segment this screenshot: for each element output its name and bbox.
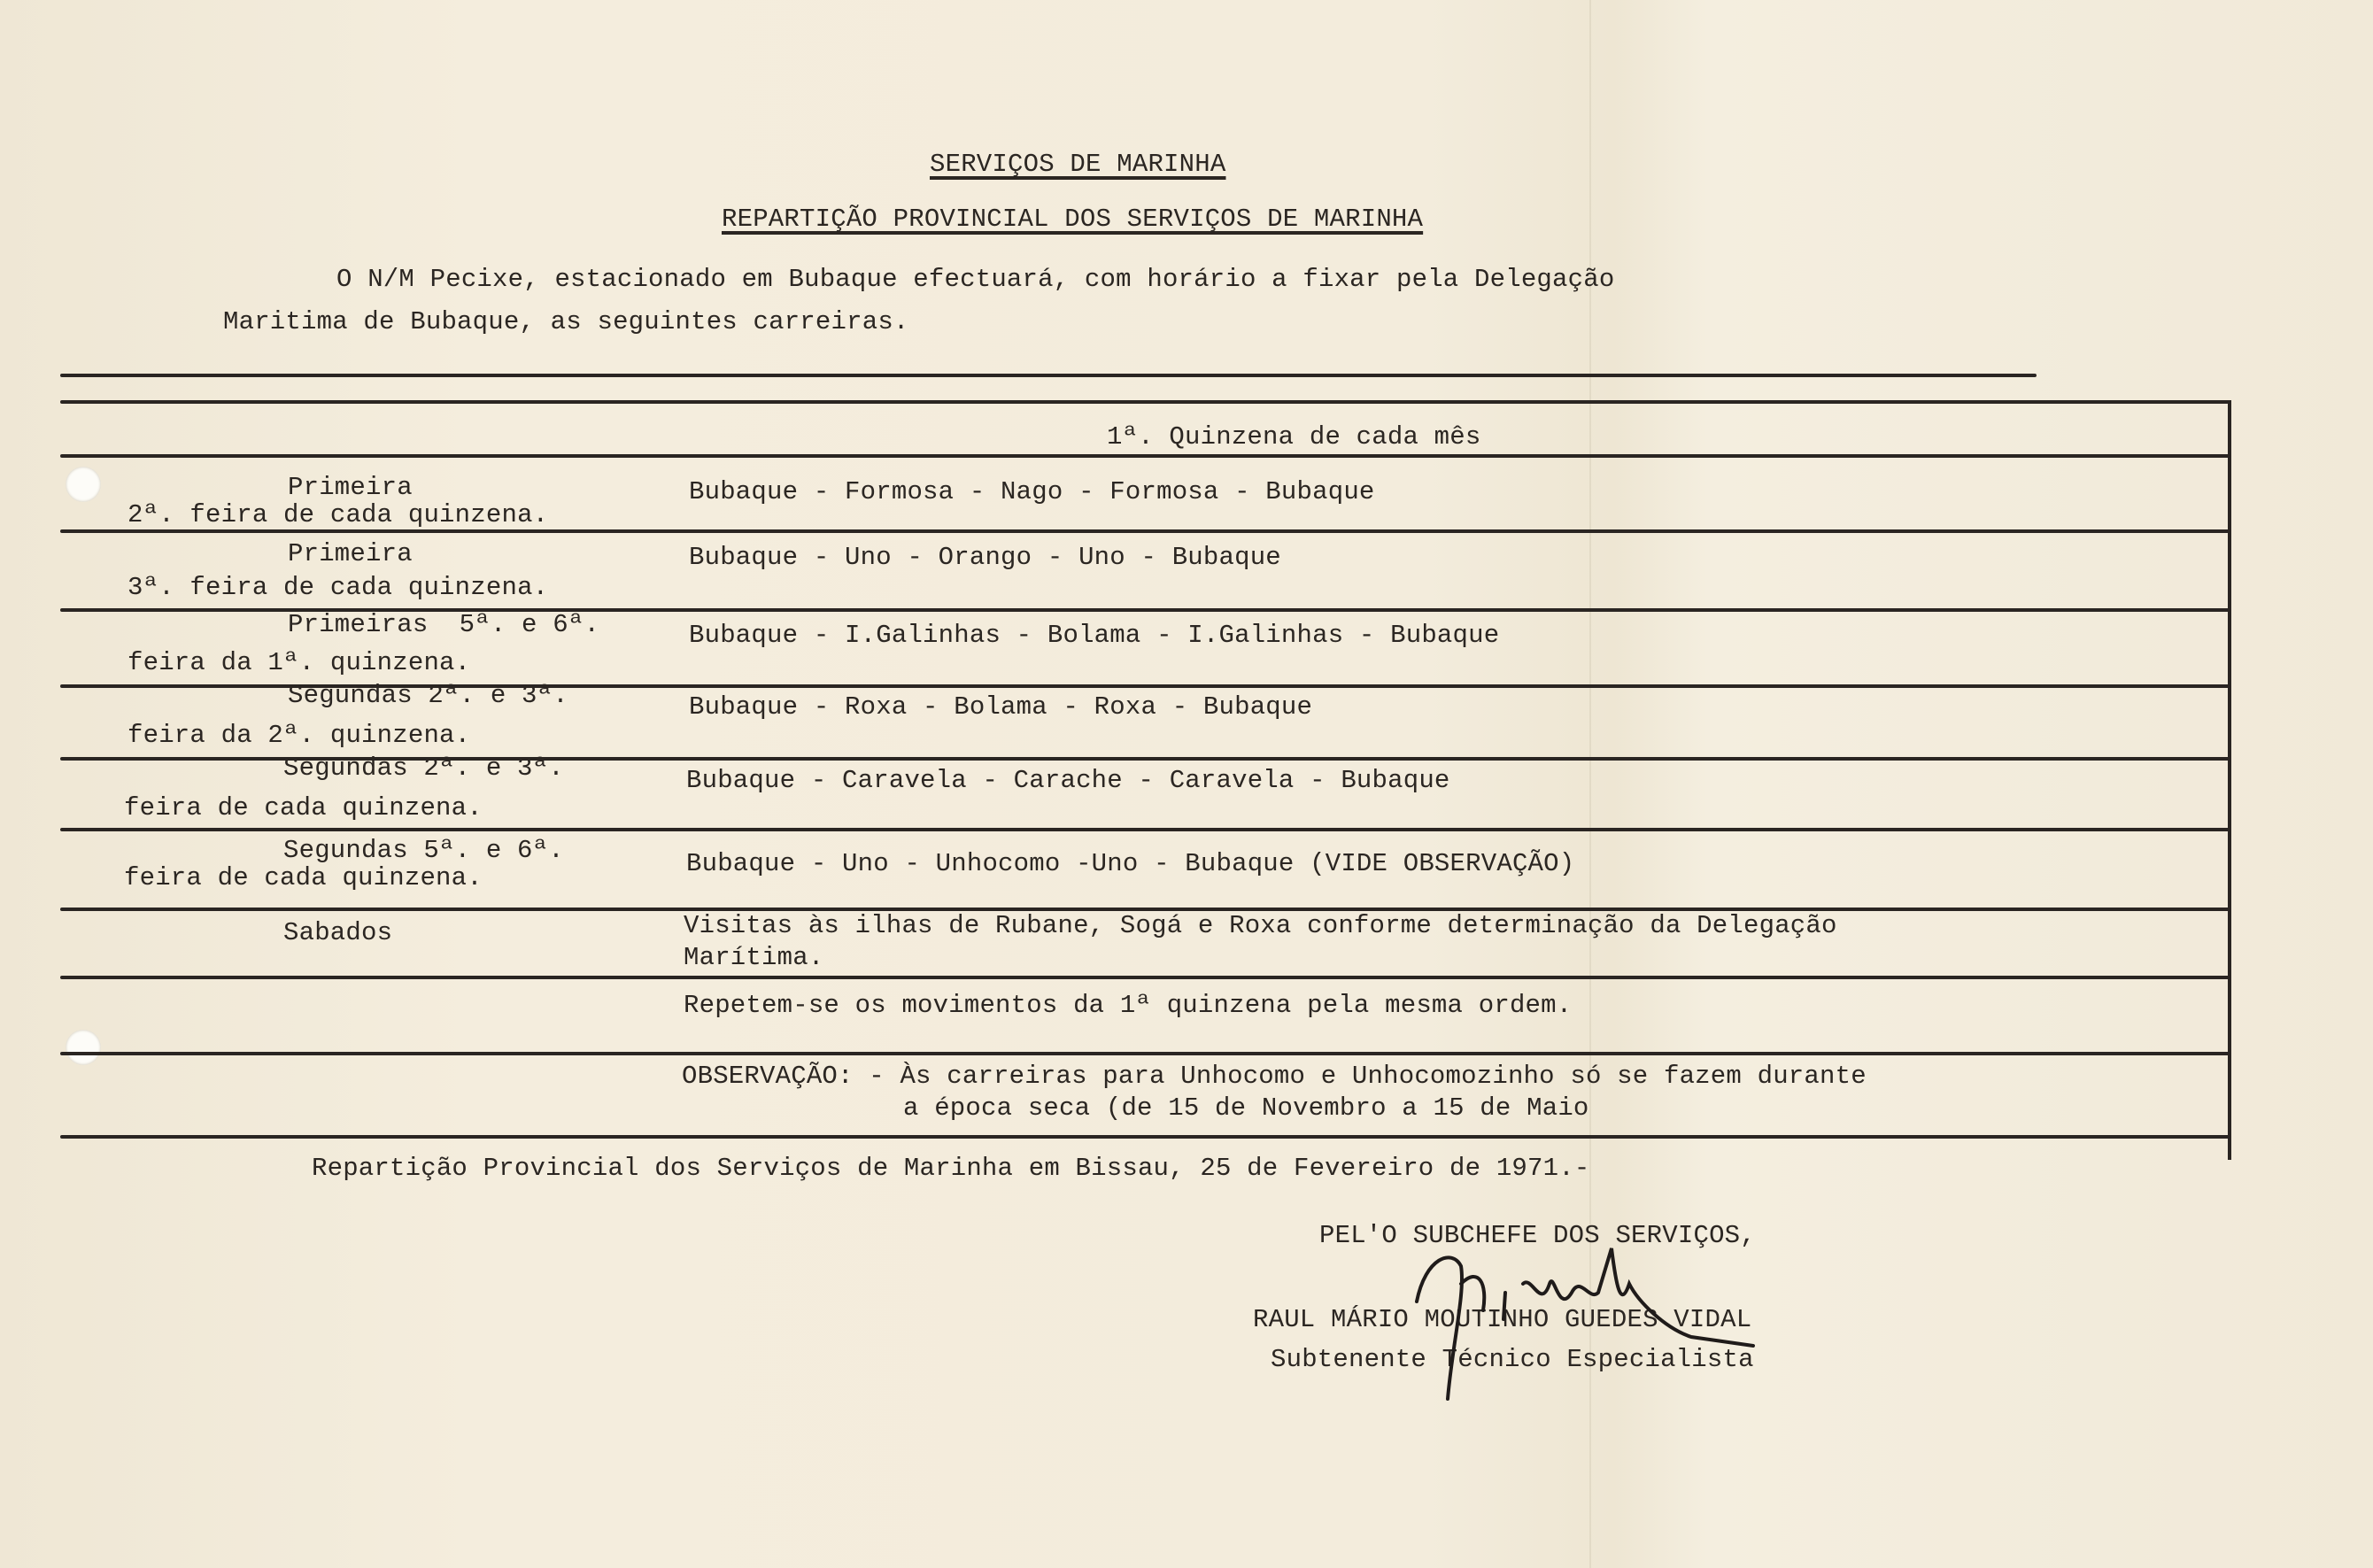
table-rule: [60, 454, 2231, 458]
table-rule: [60, 400, 2231, 404]
row-route: Bubaque - Caravela - Carache - Caravela - Bubaque: [686, 766, 1450, 795]
row-day: Primeira: [288, 473, 413, 502]
table-rule: [60, 976, 2231, 979]
punch-hole: [66, 1030, 101, 1065]
row-day: Segundas 5ª. e 6ª.: [283, 836, 564, 865]
row-route: Bubaque - Uno - Orango - Uno - Bubaque: [689, 543, 1281, 572]
row-day: Primeiras 5ª. e 6ª.: [288, 610, 600, 639]
row-day-detail: feira de cada quinzena.: [124, 793, 483, 823]
intro-line-1: O N/M Pecixe, estacionado em Bubaque efectuará, com horário a fixar pela Delegação: [336, 265, 1615, 294]
table-rule: [60, 374, 2037, 377]
row-route-continued: Marítima.: [684, 943, 824, 972]
signatory-rank: Subtenente Técnico Especialista: [1271, 1345, 1754, 1374]
row-route: Bubaque - Formosa - Nago - Formosa - Bubaque: [689, 477, 1375, 506]
handwritten-signature: [1399, 1231, 1771, 1408]
signatory-name: RAUL MÁRIO MOUTINHO GUEDES VIDAL: [1253, 1305, 1752, 1334]
observation-line-2: a época seca (de 15 de Novembro a 15 de Maio: [903, 1093, 1589, 1123]
table-border-right: [2228, 400, 2231, 1160]
row-day: Segundas 2ª. e 3ª.: [288, 681, 568, 710]
observation-line-1: OBSERVAÇÃO: - Às carreiras para Unhocomo e Unhocomozinho só se fazem durante: [682, 1062, 1867, 1091]
punch-hole: [66, 467, 101, 502]
row-day: Primeira: [288, 539, 413, 568]
table-rule: [60, 1052, 2231, 1055]
repeat-note: Repetem-se os movimentos da 1ª quinzena pela mesma ordem.: [684, 991, 1573, 1020]
row-route: Bubaque - I.Galinhas - Bolama - I.Galinhas - Bubaque: [689, 621, 1500, 650]
row-day-detail: feira da 2ª. quinzena.: [128, 721, 471, 750]
on-behalf-line: PEL'O SUBCHEFE DOS SERVIÇOS,: [1319, 1221, 1756, 1250]
table-rule: [60, 529, 2231, 533]
row-route: Bubaque - Uno - Unhocomo -Uno - Bubaque (VIDE OBSERVAÇÃO): [686, 849, 1575, 878]
place-date: Repartição Provincial dos Serviços de Marinha em Bissau, 25 de Fevereiro de 1971.-: [312, 1154, 1590, 1183]
row-day-detail: 2ª. feira de cada quinzena.: [128, 500, 549, 529]
row-day: Sabados: [283, 918, 393, 947]
document-subtitle: REPARTIÇÃO PROVINCIAL DOS SERVIÇOS DE MARINHA: [722, 205, 1424, 234]
row-day-detail: feira da 1ª. quinzena.: [128, 648, 471, 677]
document-title: SERVIÇOS DE MARINHA: [930, 150, 1226, 179]
row-route: Visitas às ilhas de Rubane, Sogá e Roxa conforme determinação da Delegação: [684, 911, 1837, 940]
table-heading: 1ª. Quinzena de cada mês: [1107, 422, 1481, 452]
row-day-detail: 3ª. feira de cada quinzena.: [128, 573, 549, 602]
row-day: Segundas 2ª. e 3ª.: [283, 753, 564, 783]
row-day-detail: feira de cada quinzena.: [124, 863, 483, 892]
row-route: Bubaque - Roxa - Bolama - Roxa - Bubaque: [689, 692, 1313, 722]
table-rule: [60, 828, 2231, 831]
intro-line-2: Maritima de Bubaque, as seguintes carreiras.: [223, 307, 909, 336]
table-rule: [60, 1135, 2231, 1139]
